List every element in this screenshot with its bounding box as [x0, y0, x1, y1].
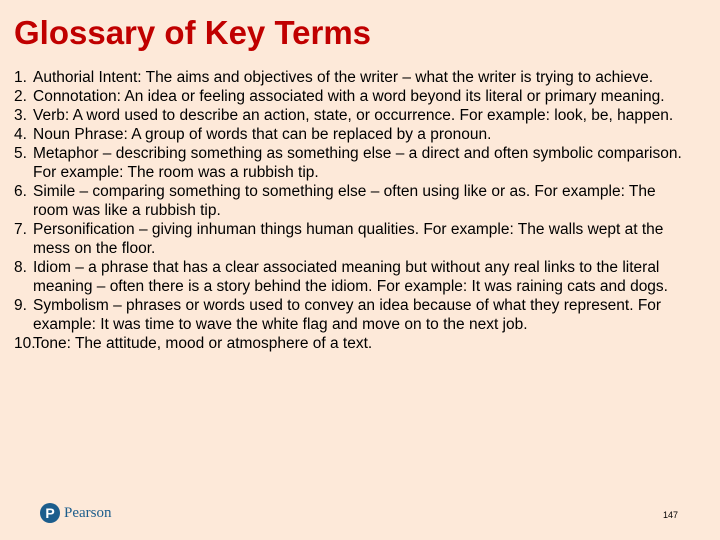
list-item	[14, 144, 694, 182]
item-number: 10.	[14, 335, 36, 352]
item-text: Verb: A word used to describe an action, state, or occurrence. For example: look, be, happen.	[33, 107, 674, 124]
item-number: 7.	[14, 221, 27, 238]
list-item	[14, 125, 694, 144]
item-text: Personification – giving inhuman things human qualities. For example: The walls wept at the mess on the floor.	[33, 221, 664, 257]
item-number: 3.	[14, 107, 27, 124]
list-item	[14, 334, 694, 353]
item-text: Connotation: An idea or feeling associated with a word beyond its literal or primary meaning.	[33, 88, 665, 105]
page-number: 147	[663, 510, 679, 520]
list-item	[14, 106, 694, 125]
pearson-logo-icon: P	[40, 503, 60, 523]
list-item	[14, 87, 694, 106]
item-number: 5.	[14, 145, 27, 162]
page-title: Glossary of Key Terms	[14, 14, 372, 51]
item-number: 9.	[14, 297, 27, 314]
item-text: Tone: The attitude, mood or atmosphere of a text.	[33, 335, 373, 352]
item-number: 1.	[14, 69, 27, 86]
item-number: 2.	[14, 88, 27, 105]
glossary-list	[14, 68, 694, 353]
list-item	[14, 68, 694, 87]
item-text: Metaphor – describing something as something else – a direct and often symbolic comparison. For example: The room was a rubbish tip.	[33, 145, 682, 181]
item-text: Simile – comparing something to something else – often using like or as. For example: The room was like a rubbish tip.	[33, 183, 656, 219]
item-number: 4.	[14, 126, 27, 143]
item-number: 6.	[14, 183, 27, 200]
list-item	[14, 220, 694, 258]
item-text: Authorial Intent: The aims and objectives of the writer – what the writer is trying to achieve.	[33, 69, 654, 86]
list-item	[14, 258, 694, 296]
pearson-logo	[40, 503, 112, 523]
item-text: Noun Phrase: A group of words that can be replaced by a pronoun.	[33, 126, 492, 143]
list-item	[14, 182, 694, 220]
pearson-logo-text: Pearson	[64, 504, 112, 521]
item-number: 8.	[14, 259, 27, 276]
list-item	[14, 296, 694, 334]
item-text: Symbolism – phrases or words used to convey an idea because of what they represent. For example: It was time to wave the white flag and move on to the next job.	[33, 297, 662, 333]
item-text: Idiom – a phrase that has a clear associated meaning but without any real links to the literal meaning – often there is a story behind the idiom. For example: It was raining cats and dogs.	[33, 259, 668, 295]
